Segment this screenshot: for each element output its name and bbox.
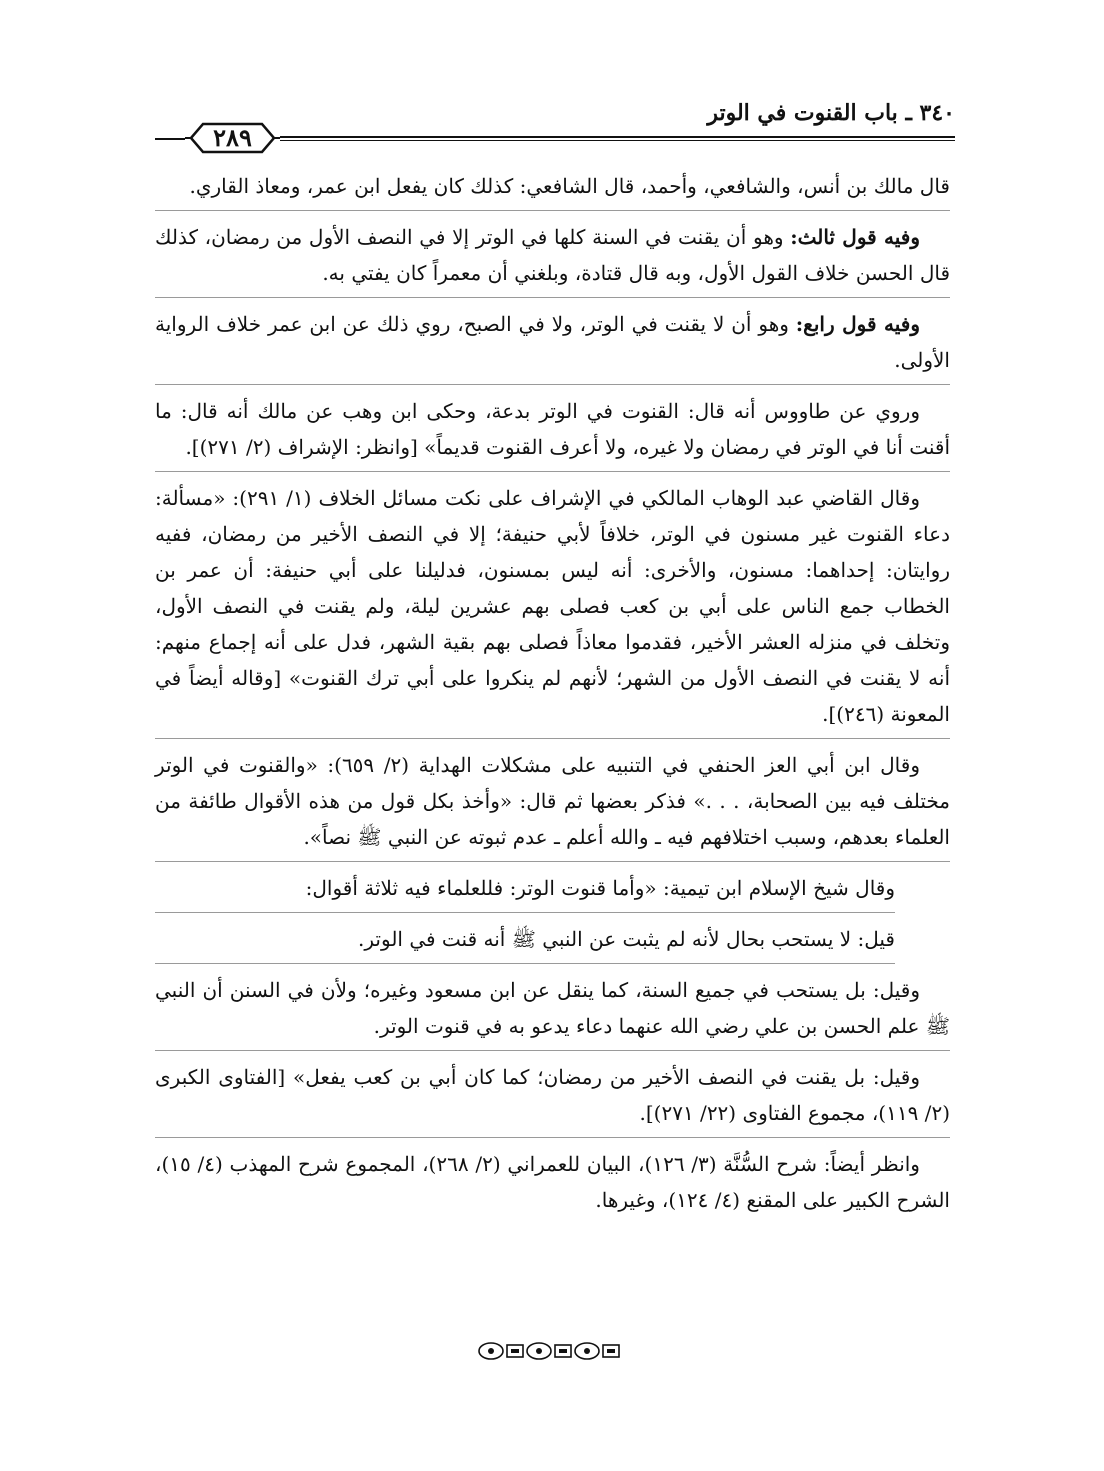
paragraph-lead: وفيه قول ثالث: <box>790 225 920 249</box>
paragraph-text: وروي عن طاووس أنه قال: القنوت في الوتر بدعة، وحكى ابن وهب عن مالك أنه قال: ما أقنت أنا في الوتر في رمضان ولا غيره، ولا أعرف القنوت قديماً» [وانظر: الإشراف (٢/ ٢٧١)]. <box>155 399 950 459</box>
paragraph <box>155 921 895 964</box>
header-rule-thin <box>280 140 955 141</box>
paragraph-text: وقال القاضي عبد الوهاب المالكي في الإشراف على نكت مسائل الخلاف (١/ ٢٩١): «مسألة: دعاء القنوت غير مسنون في الوتر، خلافاً لأبي حنيفة؛ إلا في النصف الأخير من رمضان، ففيه روايتان: إحداهما: مسنون، والأخرى: أنه ليس بمسنون، فدليلنا على أبي حنيفة: أن عمر بن الخطاب جمع الناس على أبي بن كعب فصلى بهم عشرين ليلة، ولم يقنت في النصف الأول، وتخلف في منزله العشر الأخير، فقدموا معاذاً فصلى بهم بقية الشهر، فدل على أنه إجماع منهم: أنه لا يقنت في النصف الأول من الشهر؛ لأنهم لم ينكروا على أبي ترك القنوت» [وقاله أيضاً في المعونة (٢٤٦)]. <box>155 486 950 726</box>
paragraph <box>155 1059 950 1138</box>
paragraph-text: وقال شيخ الإسلام ابن تيمية: «وأما قنوت الوتر: فللعلماء فيه ثلاثة أقوال: <box>305 876 895 900</box>
paragraph-text: قيل: لا يستحب بحال لأنه لم يثبت عن النبي ﷺ أنه قنت في الوتر. <box>358 927 895 951</box>
paragraph <box>155 306 950 385</box>
paragraph <box>155 1146 950 1220</box>
paragraph-text: وانظر أيضاً: شرح السُّنَّة (٣/ ١٢٦)، البيان للعمراني (٢/ ٢٦٨)، المجموع شرح المهذب (٤/ ١٥)، الشرح الكبير على المقنع (٤/ ١٢٤)، وغيرها. <box>155 1152 950 1212</box>
chapter-title: ٣٤٠ ـ باب القنوت في الوتر <box>707 100 955 126</box>
paragraph-text: وقيل: بل يقنت في النصف الأخير من رمضان؛ كما كان أبي بن كعب يفعل» [الفتاوى الكبرى (٢/ ١١٩)، مجموع الفتاوى (٢٢/ ٢٧١)]. <box>155 1065 950 1125</box>
paragraph-text: وقال ابن أبي العز الحنفي في التنبيه على مشكلات الهداية (٢/ ٦٥٩): «والقنوت في الوتر مختلف فيه بين الصحابة، . . .» فذكر بعضها ثم قال: «وأخذ بكل قول من هذه الأقوال طائفة من العلماء بعدهم، وسبب اختلافهم فيه ـ والله أعلم ـ عدم ثبوته عن النبي ﷺ نصاً». <box>155 753 950 849</box>
end-ornament-icon <box>477 1340 627 1362</box>
paragraph <box>155 219 950 298</box>
paragraph <box>155 870 895 913</box>
page-number: ٢٨٩ <box>213 123 252 152</box>
paragraph-text: قال مالك بن أنس، والشافعي، وأحمد، قال الشافعي: كذلك كان يفعل ابن عمر، ومعاذ القاري. <box>189 174 950 198</box>
page-number-badge <box>185 120 280 156</box>
end-ornament <box>0 1340 1104 1364</box>
paragraph <box>155 972 950 1051</box>
paragraph <box>155 480 950 739</box>
paragraph-lead: وفيه قول رابع: <box>795 312 920 336</box>
paragraph-text: وهو أن يقنت في السنة كلها في الوتر إلا في النصف الأول من رمضان، كذلك قال الحسن خلاف القول الأول، وبه قال قتادة، وبلغني أن معمراً كان يفتي به. <box>155 225 950 285</box>
header-rule-left <box>155 138 185 140</box>
main-text <box>155 168 950 1220</box>
paragraph-text: وهو أن لا يقنت في الوتر، ولا في الصبح، روي ذلك عن ابن عمر خلاف الرواية الأولى. <box>155 312 950 372</box>
paragraph-text: وقيل: بل يستحب في جميع السنة، كما ينقل عن ابن مسعود وغيره؛ ولأن في السنن أن النبي ﷺ علم الحسن بن علي رضي الله عنهما دعاء يدعو به في قنوت الوتر. <box>155 978 950 1038</box>
header-rule <box>280 136 955 138</box>
paragraph <box>155 168 950 211</box>
paragraph <box>155 747 950 862</box>
paragraph <box>155 393 950 472</box>
page-header <box>155 92 955 152</box>
